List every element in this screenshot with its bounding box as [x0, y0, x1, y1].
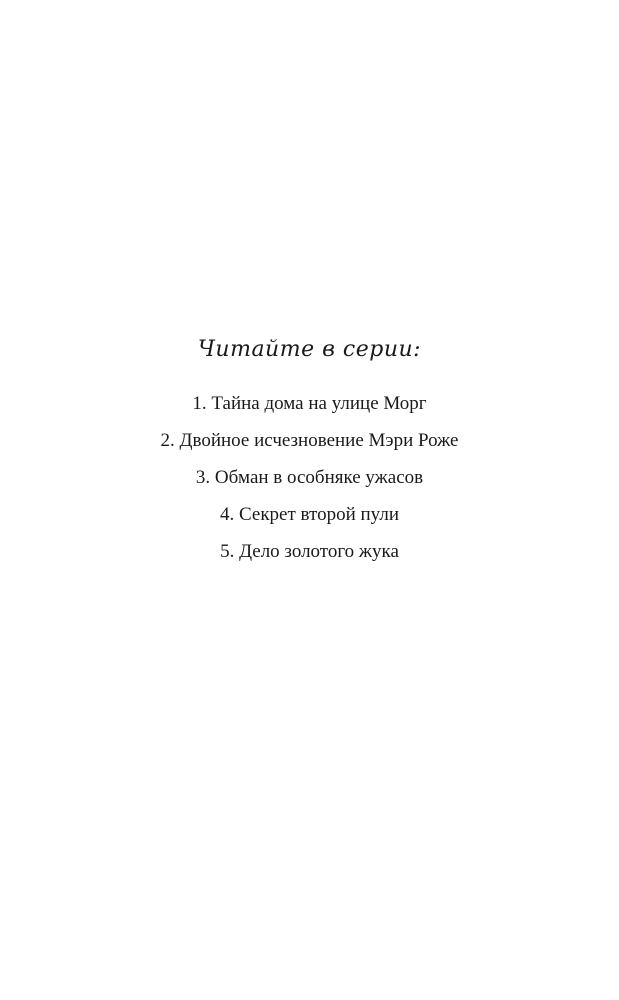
series-item-2: 2. Двойное исчезновение Мэри Роже — [160, 430, 459, 451]
series-list — [0, 391, 619, 565]
series-item-5: 5. Дело золотого жука — [220, 541, 399, 562]
series-item-3: 3. Обман в особняке ужасов — [195, 467, 424, 488]
series-item-1: 1. Тайна дома на улице Морг — [192, 393, 427, 414]
series-heading: Читайте в серии: — [197, 337, 422, 362]
series-block — [0, 333, 619, 576]
series-item-4: 4. Секрет второй пули — [219, 504, 399, 525]
